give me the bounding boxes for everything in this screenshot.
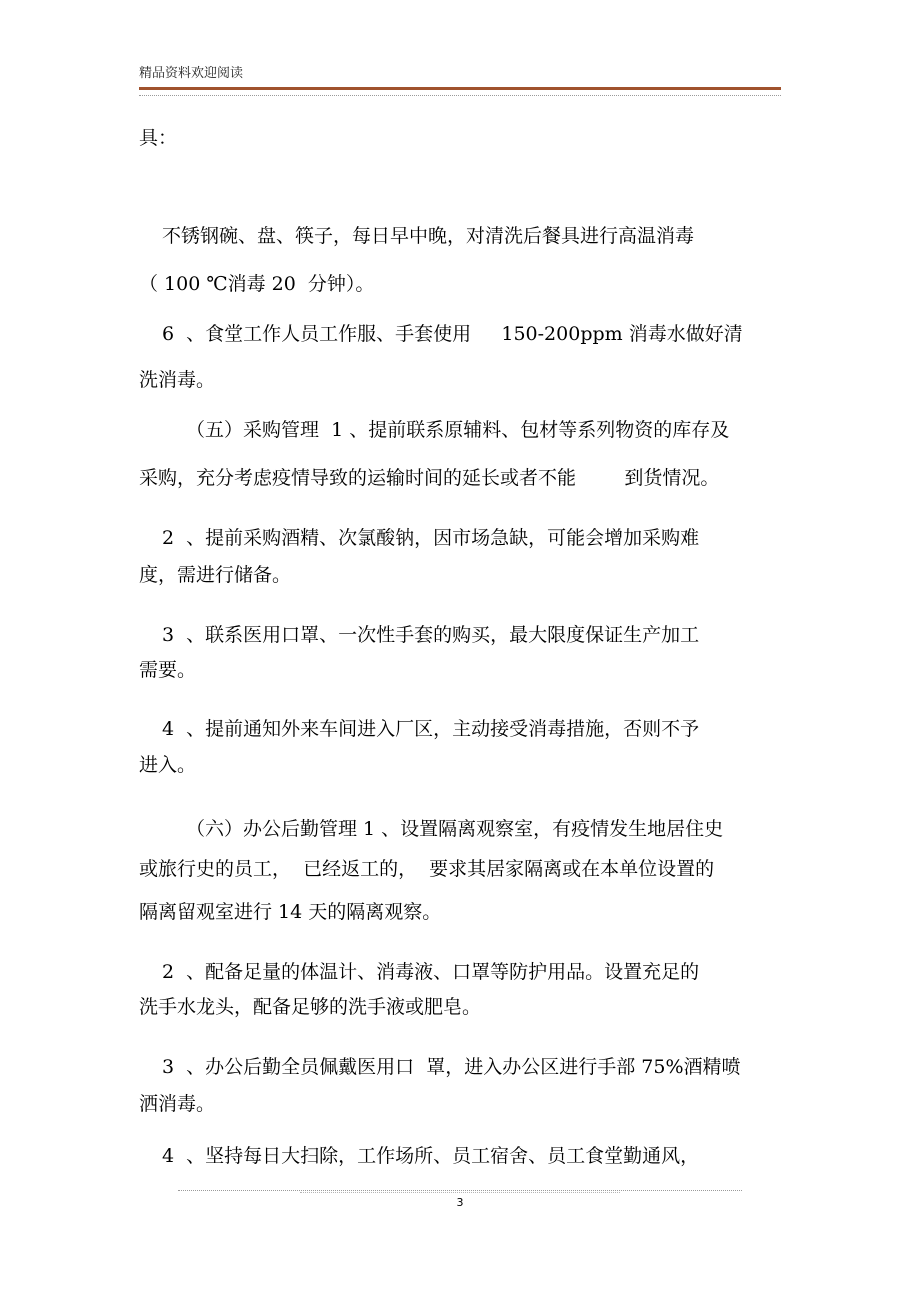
text-line: 或旅行史的员工， 已经返工的， 要求其居家隔离或在本单位设置的 [139,858,715,880]
text-line: 隔离留观室进行 14 天的隔离观察。 [139,901,442,923]
text-line: 2 、配备足量的体温计、消毒液、口罩等防护用品。设置充足的 [162,961,700,983]
text-line: 4 、坚持每日大扫除，工作场所、员工宿舍、员工食堂勤通风， [162,1145,700,1167]
text-line: 2 、提前采购酒精、次氯酸钠，因市场急缺，可能会增加采购难 [162,527,700,549]
page-header-title: 精品资料欢迎阅读 [139,66,244,81]
text-line: 3 、联系医用口罩、一次性手套的购买，最大限度保证生产加工 [162,624,700,646]
text-line: 洗消毒。 [139,369,216,391]
footer-divider [178,1190,742,1191]
text-line: 不锈钢碗、盘、筷子，每日早中晚，对清洗后餐具进行高温消毒 [162,225,695,247]
text-line: （ 100 ℃消毒 20 分钟）。 [139,273,375,295]
page-number: 3 [456,1196,464,1209]
text-line: 3 、办公后勤全员佩戴医用口 罩，进入办公区进行手部 75%酒精喷 [162,1056,741,1078]
text-line: 需要。 [139,659,197,681]
footer-divider-secondary [300,1192,620,1193]
text-line: 进入。 [139,754,197,776]
text-line: 洒消毒。 [139,1093,216,1115]
header-divider-dotted [139,95,781,96]
text-line: 洗手水龙头，配备足够的洗手液或肥皂。 [139,996,482,1018]
text-line: 具： [139,127,178,149]
text-line: 6 、食堂工作人员工作服、手套使用 150-200ppm 消毒水做好清 [162,323,743,345]
text-line: 度，需进行储备。 [139,564,292,586]
text-line: （六）办公后勤管理 1 、设置隔离观察室，有疫情发生地居住史 [186,818,724,840]
text-line: 4 、提前通知外来车间进入厂区，主动接受消毒措施，否则不予 [162,718,700,740]
text-line: （五）采购管理 1 、提前联系原辅料、包材等系列物资的库存及 [186,419,730,441]
header-divider [139,87,781,90]
text-line: 采购，充分考虑疫情导致的运输时间的延长或者不能 到货情况。 [139,467,720,489]
